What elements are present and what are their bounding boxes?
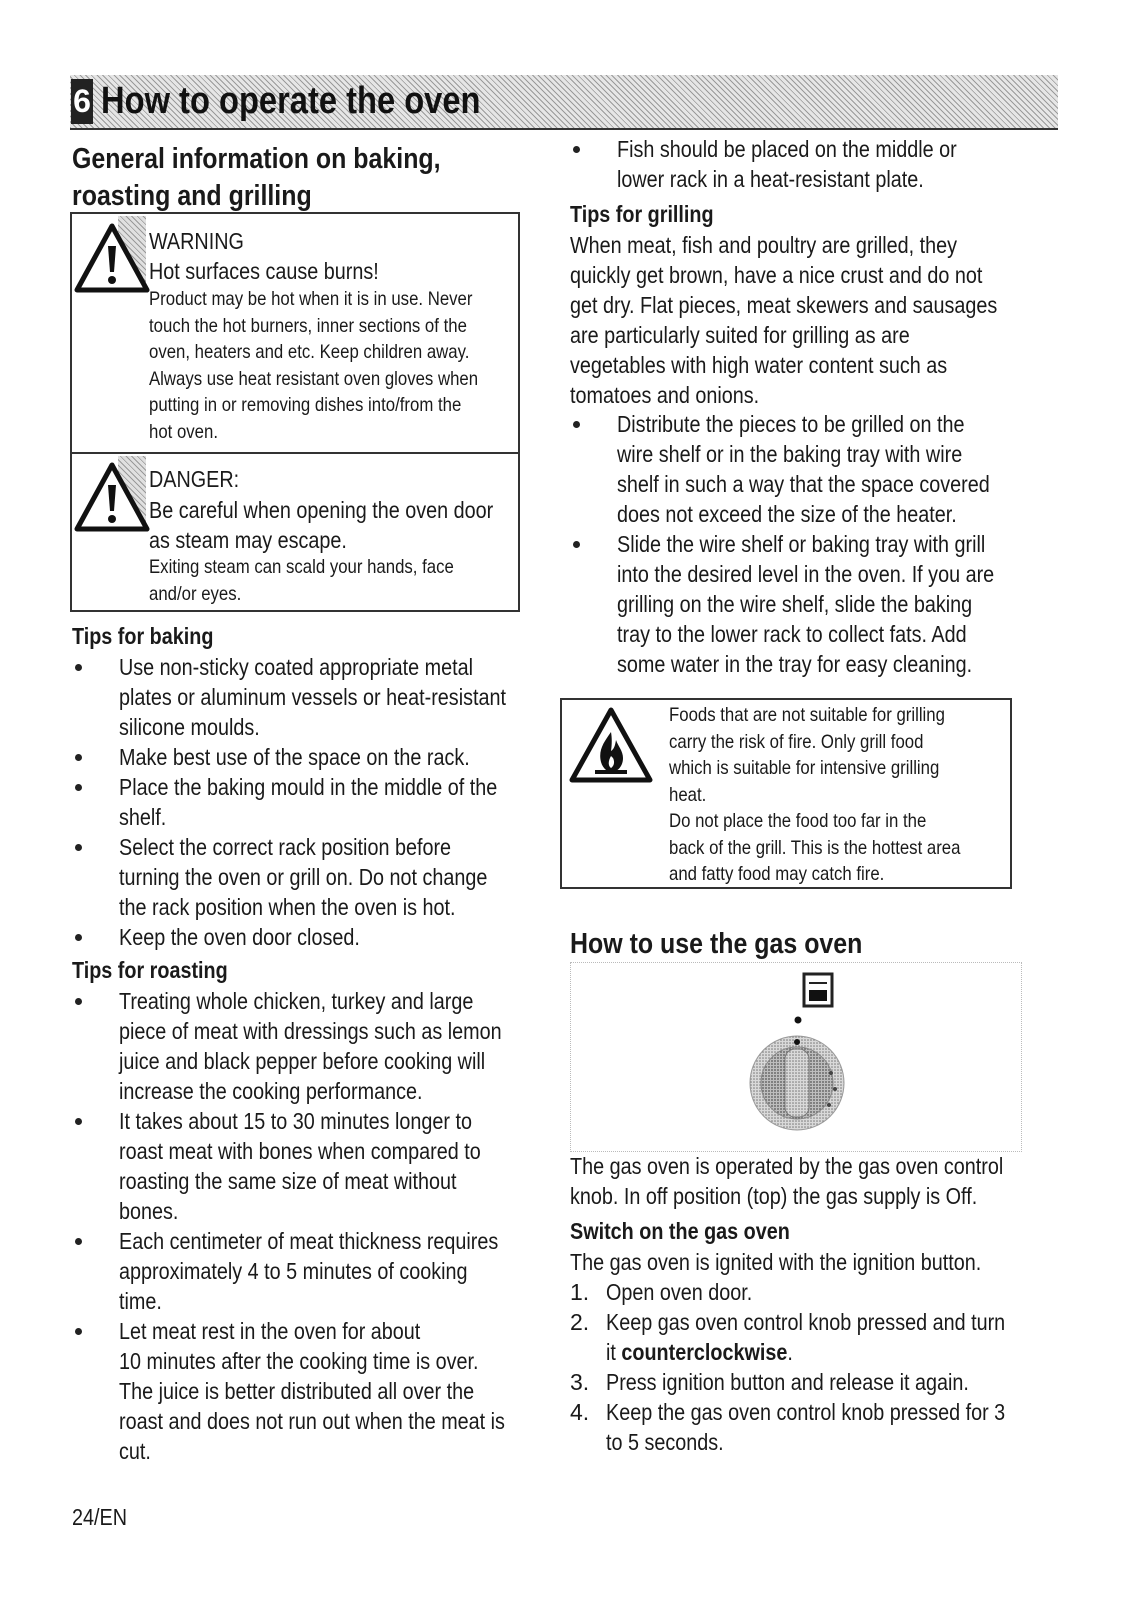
tips-baking-list [72, 652, 542, 952]
tips-grilling-title: Tips for grilling [570, 201, 714, 227]
list-item: 1. Open oven door. [570, 1279, 753, 1305]
switch-on-intro: The gas oven is ignited with the ignition button. [570, 1249, 982, 1275]
warning-body: Product may be hot when it is in use. Never touch the hot burners, inner sections of the oven, heaters and etc. Keep children away. Always use heat resistant oven gloves when putting in or removing dishes into/from the hot oven. [149, 288, 479, 443]
list-item: Keep the oven door closed. [72, 922, 542, 952]
list-item: Each centimeter of meat thickness requires approximately 4 to 5 minutes of cooking time. [72, 1226, 542, 1316]
warning-divider [72, 452, 518, 454]
danger-subheading-line2: as steam may escape. [149, 527, 347, 553]
tips-roasting-title: Tips for roasting [72, 957, 228, 983]
warning-triangle-icon [74, 222, 150, 294]
list-item: Use non-sticky coated appropriate metal plates or aluminum vessels or heat-resistant silicone moulds. [72, 652, 542, 742]
chapter-number: 6 [71, 79, 93, 124]
list-item: It takes about 15 to 30 minutes longer to roast meat with bones when compared to roasting the same size of meat without bones. [72, 1106, 542, 1226]
danger-subheading: Be careful when opening the oven door [149, 497, 494, 523]
danger-heading: DANGER: [149, 466, 240, 492]
warning-subheading: Hot surfaces cause burns! [149, 258, 379, 284]
page-number: 24/EN [72, 1504, 127, 1530]
list-item: Treating whole chicken, turkey and large piece of meat with dressings such as lemon juice and black pepper before cooking will increase the cooking performance. [72, 986, 542, 1106]
list-item: 2. Keep gas oven control knob pressed and turn it counterclockwise. [570, 1309, 1006, 1365]
section-title-general-line2: roasting and grilling [72, 180, 312, 212]
warning-heading: WARNING [149, 228, 244, 254]
danger-triangle-icon [74, 461, 150, 533]
list-item: Slide the wire shelf or baking tray with grill into the desired level in the oven. If you are grilling on the wire shelf, slide the baking tray to the lower rack to collect fats. Add some water in the tray for easy cleaning. [570, 529, 1040, 679]
switch-on-steps [570, 1277, 1040, 1457]
section-title-general: General information on baking, [72, 143, 441, 175]
fire-hazard-icon [568, 706, 654, 784]
switch-on-title: Switch on the gas oven [570, 1218, 790, 1244]
warning-box [70, 212, 520, 612]
gas-oven-title: How to use the gas oven [570, 928, 863, 960]
list-item: Place the baking mould in the middle of the shelf. [72, 772, 542, 832]
fire-warning-text: Foods that are not suitable for grilling carry the risk of fire. Only grill food which is suitable for intensive grilling heat. Do not place the food too far in the back of the grill. This is the hottest area and fatty food may catch fire. [669, 704, 961, 885]
oven-symbol-icon [801, 971, 841, 1011]
list-item: Distribute the pieces to be grilled on the wire shelf or in the baking tray with wire shelf in such a way that the space covered does not exceed the size of the heater. [570, 409, 1040, 529]
chapter-header [70, 75, 1058, 130]
chapter-title: How to operate the oven [101, 80, 481, 122]
tips-baking-title: Tips for baking [72, 623, 214, 649]
gas-oven-description: The gas oven is operated by the gas oven control knob. In off position (top) the gas supply is Off. [570, 1153, 1004, 1209]
list-item: Select the correct rack position before turning the oven or grill on. Do not change the rack position when the oven is hot. [72, 832, 542, 922]
list-item: Let meat rest in the oven for about 10 minutes after the cooking time is over. The juice is better distributed all over the roast and does not run out when the meat is cut. [72, 1316, 542, 1466]
danger-body: Exiting steam can scald your hands, face and/or eyes. [149, 556, 454, 605]
control-knob-icon [747, 1033, 847, 1133]
tips-roasting-list [72, 986, 542, 1466]
fish-list [570, 134, 1040, 194]
list-item: Fish should be placed on the middle or lower rack in a heat-resistant plate. [570, 134, 1040, 194]
knob-illustration [570, 962, 1022, 1152]
list-item: Make best use of the space on the rack. [72, 742, 542, 772]
list-item: 4. Keep the gas oven control knob pressed for 3 to 5 seconds. [570, 1399, 1006, 1455]
tips-grilling-intro: When meat, fish and poultry are grilled, they quickly get brown, have a nice crust and do not get dry. Flat pieces, meat skewers and sausages are particularly suited for grilling as are vegetables with high water content such as tomatoes and onions. [570, 232, 998, 408]
list-item: 3. Press ignition button and release it again. [570, 1369, 969, 1395]
fire-warning-box [560, 698, 1012, 889]
tips-grilling-list [570, 409, 1040, 679]
